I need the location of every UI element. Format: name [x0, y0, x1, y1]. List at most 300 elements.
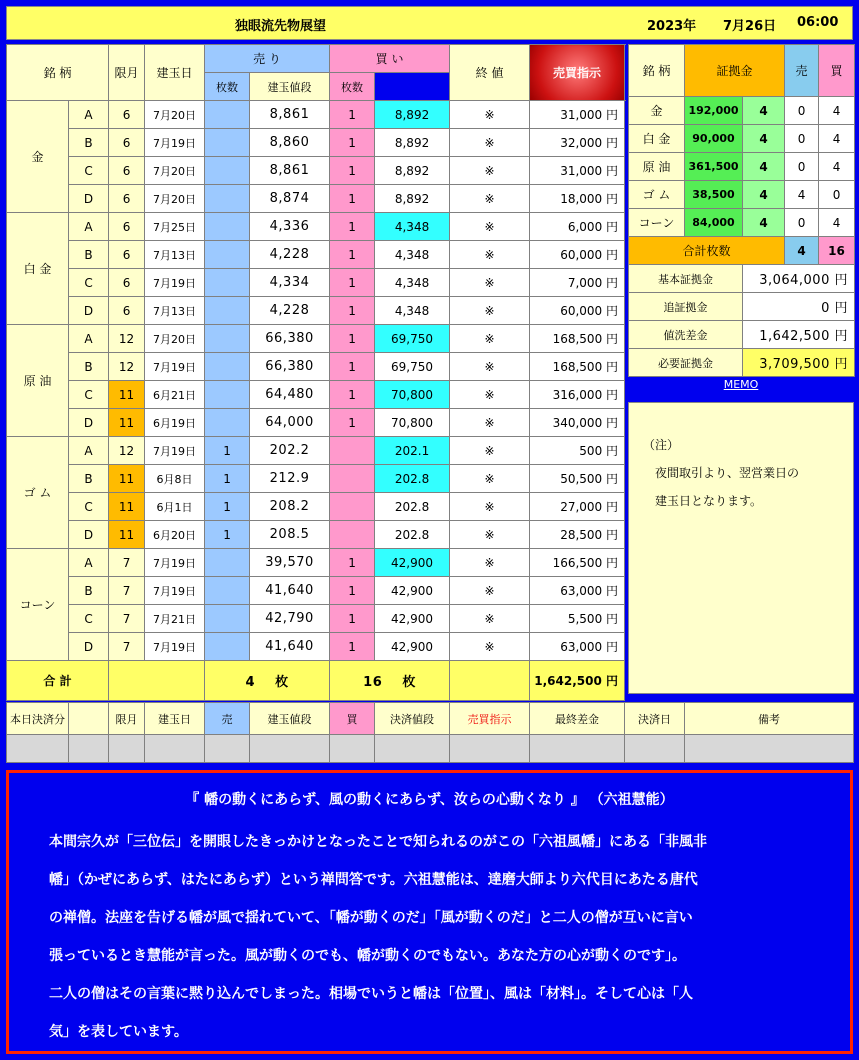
position-label: D	[69, 521, 109, 549]
margin-row	[629, 209, 855, 237]
position-price: 208.2	[250, 493, 330, 521]
position-label: B	[69, 465, 109, 493]
position-price: 208.5	[250, 521, 330, 549]
sell-qty	[205, 325, 250, 353]
baibai-shiji-button[interactable]: 売買指示	[530, 45, 625, 101]
margin-amount: 90,000	[685, 125, 743, 153]
contract-month: 7	[109, 633, 145, 661]
yen-unit: 円	[834, 301, 849, 316]
position-label: A	[69, 101, 109, 129]
position-label: B	[69, 577, 109, 605]
margin-amount: 84,000	[685, 209, 743, 237]
settlement-header: 建玉日	[145, 703, 205, 735]
sell-qty	[205, 577, 250, 605]
positions-table	[6, 44, 625, 701]
settlement-cell	[330, 735, 375, 763]
trade-instruction: ※	[450, 213, 530, 241]
sell-qty	[205, 409, 250, 437]
table-row	[7, 297, 625, 325]
yen-unit: 円	[606, 528, 619, 542]
sell-qty	[205, 213, 250, 241]
margin-sell: 4	[785, 181, 819, 209]
margin-buy: 4	[819, 209, 855, 237]
diff-value: 6,000	[567, 220, 603, 234]
margin-header-uri: 売	[785, 45, 819, 97]
margin-row	[629, 153, 855, 181]
diff-value: 63,000	[560, 584, 603, 598]
margin-row	[629, 97, 855, 125]
sell-qty	[205, 157, 250, 185]
position-label: B	[69, 353, 109, 381]
position-label: C	[69, 157, 109, 185]
close-price: 42,900	[375, 633, 450, 661]
sell-qty	[205, 605, 250, 633]
settlement-cell	[450, 735, 530, 763]
margin-sell: 0	[785, 125, 819, 153]
diff-value: 168,500	[552, 360, 603, 374]
memo-line: 夜間取引より、翌営業日の	[643, 466, 800, 480]
table-row	[7, 409, 625, 437]
buy-qty	[330, 493, 375, 521]
trade-instruction: ※	[450, 437, 530, 465]
settlement-cell	[685, 735, 854, 763]
col-header-kai: 買 い	[330, 45, 450, 73]
margin-count: 4	[743, 153, 785, 181]
col-header-meigara: 銘 柄	[7, 45, 109, 101]
sell-qty: 1	[205, 493, 250, 521]
margin-commodity: 金	[629, 97, 685, 125]
close-price: 69,750	[375, 325, 450, 353]
position-label: D	[69, 409, 109, 437]
position-diff	[530, 465, 625, 493]
margin-row	[629, 181, 855, 209]
yen-unit: 円	[606, 192, 619, 206]
yen-unit: 円	[834, 329, 849, 344]
trade-instruction: ※	[450, 325, 530, 353]
position-diff	[530, 577, 625, 605]
sell-qty	[205, 353, 250, 381]
settlement-header: 売	[205, 703, 250, 735]
position-label: A	[69, 549, 109, 577]
position-diff	[530, 325, 625, 353]
summary-label: 追証拠金	[629, 293, 743, 321]
position-diff	[530, 157, 625, 185]
buy-qty: 1	[330, 269, 375, 297]
yen-unit: 円	[606, 416, 619, 430]
table-row	[7, 437, 625, 465]
close-price: 8,892	[375, 157, 450, 185]
summary-amount: 0	[821, 301, 830, 316]
buy-qty	[330, 465, 375, 493]
margin-commodity: コーン	[629, 209, 685, 237]
buy-qty: 1	[330, 605, 375, 633]
memo-line: 建玉日となります。	[643, 494, 763, 508]
position-price: 212.9	[250, 465, 330, 493]
yen-unit: 円	[606, 500, 619, 514]
header-year: 2023年	[647, 19, 697, 34]
position-date: 7月19日	[145, 129, 205, 157]
buy-qty: 1	[330, 549, 375, 577]
contract-month: 6	[109, 241, 145, 269]
yen-unit: 円	[606, 584, 619, 598]
settlement-header: 売買指示	[450, 703, 530, 735]
trade-instruction: ※	[450, 297, 530, 325]
contract-month: 11	[109, 381, 145, 409]
margin-summary-row	[629, 321, 855, 349]
yen-unit: 円	[606, 248, 619, 262]
trade-instruction: ※	[450, 381, 530, 409]
margin-row	[629, 125, 855, 153]
position-date: 7月13日	[145, 297, 205, 325]
position-diff	[530, 269, 625, 297]
table-row	[7, 521, 625, 549]
table-row	[7, 241, 625, 269]
position-diff	[530, 493, 625, 521]
position-date: 7月20日	[145, 325, 205, 353]
position-label: A	[69, 213, 109, 241]
position-diff	[530, 353, 625, 381]
diff-value: 60,000	[560, 248, 603, 262]
trade-instruction: ※	[450, 269, 530, 297]
margin-buy: 0	[819, 181, 855, 209]
table-row	[7, 493, 625, 521]
close-price: 8,892	[375, 185, 450, 213]
margin-count: 4	[743, 97, 785, 125]
quote-line: の禅僧。法座を告げる幡が風で揺れていて、「幡が動くのだ」「風が動くのだ」と二人の僧が互いに言い	[49, 910, 693, 926]
contract-month: 6	[109, 269, 145, 297]
summary-label: 基本証拠金	[629, 265, 743, 293]
position-date: 6月20日	[145, 521, 205, 549]
close-price: 42,900	[375, 577, 450, 605]
position-date: 7月19日	[145, 269, 205, 297]
position-diff	[530, 129, 625, 157]
position-label: C	[69, 269, 109, 297]
position-label: A	[69, 437, 109, 465]
settlement-cell	[375, 735, 450, 763]
contract-month: 11	[109, 465, 145, 493]
table-row	[7, 353, 625, 381]
table-row	[7, 465, 625, 493]
diff-value: 7,000	[567, 276, 603, 290]
settlement-header	[69, 703, 109, 735]
col-header-tategyokubi: 建玉日	[145, 45, 205, 101]
buy-qty: 1	[330, 241, 375, 269]
position-date: 7月19日	[145, 633, 205, 661]
yen-unit: 円	[606, 444, 619, 458]
yen-unit: 円	[834, 273, 849, 288]
position-diff	[530, 381, 625, 409]
sell-qty	[205, 633, 250, 661]
sell-qty: 1	[205, 437, 250, 465]
close-price: 4,348	[375, 241, 450, 269]
position-label: B	[69, 241, 109, 269]
position-diff	[530, 241, 625, 269]
trade-instruction: ※	[450, 465, 530, 493]
margin-header-meigara: 銘 柄	[629, 45, 685, 97]
yen-unit: 円	[606, 304, 619, 318]
position-label: A	[69, 325, 109, 353]
settlement-header: 本日決済分	[7, 703, 69, 735]
buy-qty: 1	[330, 129, 375, 157]
position-label: C	[69, 605, 109, 633]
yen-unit: 円	[606, 108, 619, 122]
diff-value: 316,000	[552, 388, 603, 402]
summary-amount: 3,064,000	[759, 273, 830, 288]
col-header-genge: 限月	[109, 45, 145, 101]
diff-value: 32,000	[560, 136, 603, 150]
totals-label: 合 計	[7, 661, 109, 701]
summary-value	[743, 349, 855, 377]
position-price: 64,480	[250, 381, 330, 409]
header-date: 7月26日	[723, 19, 777, 34]
totals-spacer-2	[450, 661, 530, 701]
commodity-name: ゴ ム	[7, 437, 69, 549]
margin-sell: 0	[785, 209, 819, 237]
yen-unit: 円	[606, 360, 619, 374]
margin-amount: 38,500	[685, 181, 743, 209]
trade-instruction: ※	[450, 157, 530, 185]
buy-qty: 1	[330, 409, 375, 437]
table-row	[7, 381, 625, 409]
position-date: 7月19日	[145, 353, 205, 381]
close-price: 202.8	[375, 493, 450, 521]
diff-value: 31,000	[560, 108, 603, 122]
settlement-cell	[109, 735, 145, 763]
memo-link[interactable]: MEMO	[723, 378, 759, 391]
trade-instruction: ※	[450, 129, 530, 157]
sell-qty	[205, 241, 250, 269]
position-date: 6月8日	[145, 465, 205, 493]
close-price: 70,800	[375, 381, 450, 409]
trade-instruction: ※	[450, 101, 530, 129]
contract-month: 7	[109, 577, 145, 605]
contract-month: 7	[109, 605, 145, 633]
quote-line: 二人の僧はその言葉に黙り込んでしまった。相場でいうと幡は「位置」、風は「材料」。そして心は「人	[49, 986, 693, 1002]
contract-month: 6	[109, 129, 145, 157]
position-label: D	[69, 297, 109, 325]
table-row	[7, 633, 625, 661]
diff-value: 500	[579, 444, 603, 458]
table-row	[7, 269, 625, 297]
position-price: 42,790	[250, 605, 330, 633]
margin-count: 4	[743, 125, 785, 153]
position-diff	[530, 521, 625, 549]
margin-amount: 361,500	[685, 153, 743, 181]
buy-qty: 1	[330, 157, 375, 185]
contract-month: 6	[109, 185, 145, 213]
yen-unit: 円	[606, 276, 619, 290]
table-row	[7, 185, 625, 213]
close-price: 42,900	[375, 605, 450, 633]
buy-qty	[330, 437, 375, 465]
close-price: 4,348	[375, 297, 450, 325]
table-row	[7, 577, 625, 605]
buy-qty: 1	[330, 633, 375, 661]
contract-month: 6	[109, 101, 145, 129]
diff-value: 60,000	[560, 304, 603, 318]
margin-total-buy: 16	[819, 237, 855, 265]
sell-qty: 1	[205, 521, 250, 549]
position-price: 41,640	[250, 577, 330, 605]
table-row	[7, 325, 625, 353]
trade-instruction: ※	[450, 577, 530, 605]
sell-qty	[205, 549, 250, 577]
position-diff	[530, 409, 625, 437]
summary-value	[743, 293, 855, 321]
close-price: 8,892	[375, 101, 450, 129]
close-price: 69,750	[375, 353, 450, 381]
position-diff	[530, 101, 625, 129]
col-header-sell-qty: 枚数	[205, 73, 250, 101]
position-price: 41,640	[250, 633, 330, 661]
quote-title: 『 幡の動くにあらず、風の動くにあらず、汝らの心動くなり 』 （六祖慧能）	[185, 792, 674, 808]
position-date: 7月13日	[145, 241, 205, 269]
quote-line: 気」を表しています。	[49, 1024, 188, 1040]
position-price: 66,380	[250, 325, 330, 353]
settlement-header: 決済値段	[375, 703, 450, 735]
margin-commodity: ゴ ム	[629, 181, 685, 209]
contract-month: 11	[109, 493, 145, 521]
buy-qty: 1	[330, 297, 375, 325]
table-row	[7, 101, 625, 129]
trade-instruction: ※	[450, 241, 530, 269]
margin-buy: 4	[819, 125, 855, 153]
position-label: C	[69, 493, 109, 521]
position-diff	[530, 549, 625, 577]
commodity-name: コーン	[7, 549, 69, 661]
diff-value: 5,500	[567, 612, 603, 626]
buy-qty: 1	[330, 353, 375, 381]
contract-month: 12	[109, 325, 145, 353]
settlement-table	[6, 702, 854, 763]
position-date: 7月20日	[145, 101, 205, 129]
position-diff	[530, 185, 625, 213]
quote-box	[6, 770, 853, 1054]
margin-commodity: 白 金	[629, 125, 685, 153]
margin-summary-row	[629, 293, 855, 321]
settlement-cell	[69, 735, 109, 763]
diff-value: 50,500	[560, 472, 603, 486]
settlement-cell	[7, 735, 69, 763]
title-bar	[6, 6, 853, 40]
margin-buy: 4	[819, 97, 855, 125]
margin-count: 4	[743, 181, 785, 209]
close-price: 4,348	[375, 269, 450, 297]
margin-total-label: 合計枚数	[629, 237, 785, 265]
buy-qty: 1	[330, 381, 375, 409]
commodity-name: 金	[7, 101, 69, 213]
yen-unit: 円	[606, 164, 619, 178]
col-header-buy-qty: 枚数	[330, 73, 375, 101]
col-header-owarine: 終 値	[450, 45, 530, 101]
close-price: 8,892	[375, 129, 450, 157]
sell-qty	[205, 129, 250, 157]
margin-panel	[628, 44, 855, 377]
yen-unit: 円	[606, 612, 619, 626]
buy-unit: 枚	[402, 675, 416, 690]
settlement-header: 限月	[109, 703, 145, 735]
contract-month: 12	[109, 437, 145, 465]
settlement-header: 建玉値段	[250, 703, 330, 735]
diff-value: 166,500	[552, 556, 603, 570]
position-date: 7月19日	[145, 549, 205, 577]
settlement-header: 買	[330, 703, 375, 735]
table-row	[7, 157, 625, 185]
close-price: 202.8	[375, 521, 450, 549]
quote-line: 張っているとき慧能が言った。風が動くのでも、幡が動くのでもない。あなた方の心が動くのです」。	[49, 948, 686, 964]
position-price: 202.2	[250, 437, 330, 465]
position-date: 6月1日	[145, 493, 205, 521]
position-date: 7月20日	[145, 157, 205, 185]
trade-instruction: ※	[450, 605, 530, 633]
sell-total: 4	[245, 675, 255, 690]
margin-summary-row	[629, 265, 855, 293]
position-price: 4,228	[250, 241, 330, 269]
contract-month: 6	[109, 297, 145, 325]
close-price: 202.8	[375, 465, 450, 493]
contract-month: 6	[109, 213, 145, 241]
position-diff	[530, 213, 625, 241]
totals-spacer	[109, 661, 205, 701]
totals-diff	[530, 661, 625, 701]
position-diff	[530, 297, 625, 325]
margin-total-row	[629, 237, 855, 265]
settlement-cell	[250, 735, 330, 763]
diff-value: 31,000	[560, 164, 603, 178]
close-price: 4,348	[375, 213, 450, 241]
position-date: 6月19日	[145, 409, 205, 437]
sell-qty	[205, 297, 250, 325]
settlement-header: 決済日	[625, 703, 685, 735]
diff-value: 27,000	[560, 500, 603, 514]
close-price: 202.1	[375, 437, 450, 465]
settlement-cell	[205, 735, 250, 763]
position-date: 7月25日	[145, 213, 205, 241]
trade-instruction: ※	[450, 521, 530, 549]
col-header-price: 建玉値段	[250, 73, 330, 101]
yen-unit: 円	[606, 332, 619, 346]
position-diff	[530, 437, 625, 465]
position-price: 8,861	[250, 157, 330, 185]
position-label: C	[69, 381, 109, 409]
position-date: 6月21日	[145, 381, 205, 409]
quote-line: 本間宗久が「三位伝」を開眼したきっかけとなったことで知られるのがこの「六祖風幡」にある「非風非	[49, 834, 707, 850]
header-time: 06:00	[797, 15, 839, 30]
buy-qty: 1	[330, 101, 375, 129]
margin-commodity: 原 油	[629, 153, 685, 181]
settlement-header: 備考	[685, 703, 854, 735]
position-label: D	[69, 185, 109, 213]
position-price: 66,380	[250, 353, 330, 381]
buy-total: 16	[363, 675, 383, 690]
diff-value: 340,000	[552, 416, 603, 430]
buy-qty: 1	[330, 185, 375, 213]
yen-unit: 円	[606, 640, 619, 654]
trade-instruction: ※	[450, 353, 530, 381]
settlement-cell	[530, 735, 625, 763]
trade-instruction: ※	[450, 549, 530, 577]
table-row	[7, 549, 625, 577]
margin-total-sell: 4	[785, 237, 819, 265]
buy-qty: 1	[330, 325, 375, 353]
memo-line: （注）	[643, 438, 680, 452]
settlement-cell	[145, 735, 205, 763]
margin-header-kai: 買	[819, 45, 855, 97]
sell-qty	[205, 101, 250, 129]
sell-unit: 枚	[275, 675, 289, 690]
yen-unit: 円	[834, 357, 849, 372]
settlement-cell	[625, 735, 685, 763]
